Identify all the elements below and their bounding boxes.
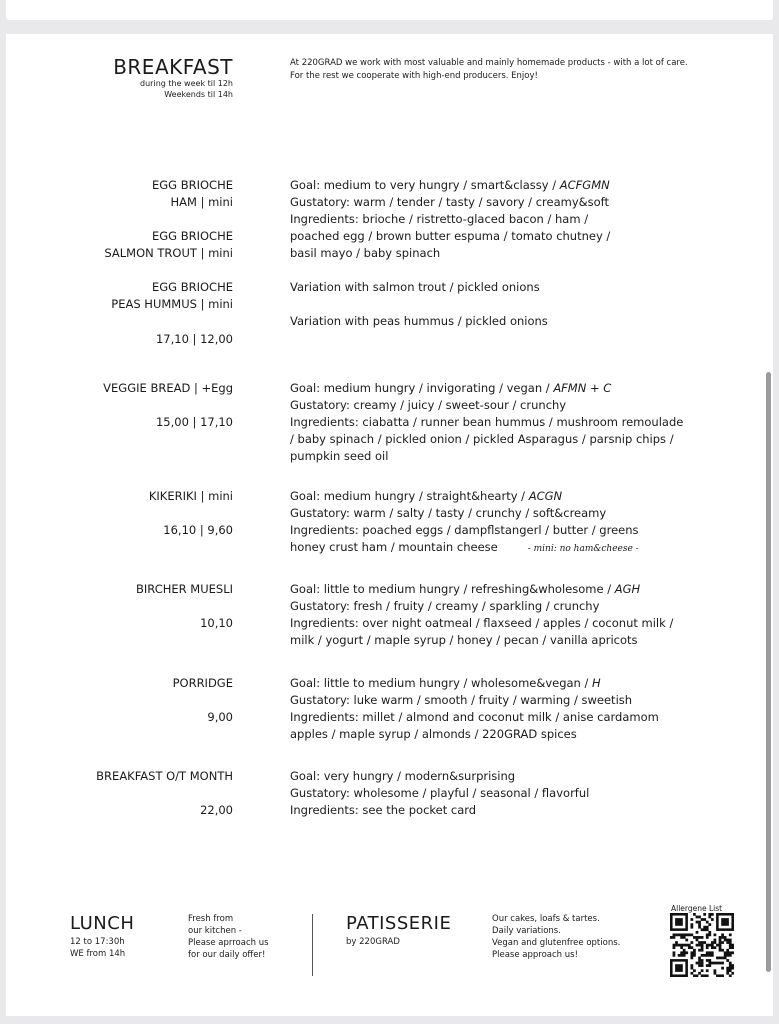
ingredients-line: / baby spinach / pickled onion / pickled Asparagus / parsnip chips / <box>290 432 674 446</box>
variation-line: Variation with peas hummus / pickled onions <box>290 314 548 328</box>
patisserie-text-line: Daily variations. <box>492 926 561 936</box>
lunch-hours-line: 12 to 17:30h <box>70 937 125 947</box>
lunch-text-line: for our daily offer! <box>188 950 266 960</box>
item-desc-muesli <box>290 581 730 649</box>
intro-text <box>290 57 730 83</box>
item-name-month <box>96 768 233 785</box>
patisserie-text-line: Vegan and glutenfree options. <box>492 938 621 948</box>
item-desc-month <box>290 768 730 819</box>
item-name-muesli <box>136 581 233 598</box>
lunch-title: LUNCH <box>70 913 135 934</box>
breakfast-title: BREAKFAST <box>113 55 233 79</box>
footer-divider <box>312 914 313 976</box>
gustatory-line: Gustatory: fresh / fruity / creamy / sparkling / crunchy <box>290 599 600 613</box>
goal-text: Goal: little to medium hungry / wholesome&vegan / <box>290 676 593 690</box>
item-desc-veggie <box>290 380 730 465</box>
item-name-line: HAM | mini <box>170 195 233 209</box>
allergene-list-label: Allergene List <box>671 904 723 913</box>
item-name-line: BIRCHER MUESLI <box>136 582 233 596</box>
ingredients-line: Ingredients: poached eggs / dampflstangerl / butter / greens <box>290 523 639 537</box>
ingredients-line: apples / maple syrup / almonds / 220GRAD spices <box>290 727 577 741</box>
item-name-line: BREAKFAST O/T MONTH <box>96 769 233 783</box>
lunch-text-line: Please aprroach us <box>188 938 269 948</box>
item-name-line: EGG BRIOCHE <box>151 178 233 192</box>
gustatory-line: Gustatory: luke warm / smooth / fruity / warming / sweetish <box>290 693 633 707</box>
item-desc-brioche <box>290 177 730 330</box>
item-name-line: PEAS HUMMUS | mini <box>111 297 233 311</box>
qr-code-icon[interactable] <box>670 913 734 981</box>
goal-text: Goal: medium hungry / invigorating / vegan / <box>290 381 554 395</box>
goal-line <box>290 380 730 397</box>
ingredients-text: honey crust ham / mountain cheese <box>290 540 498 554</box>
ingredients-line: Ingredients: over night oatmeal / flaxseed / apples / coconut milk / <box>290 616 674 630</box>
goal-line: Goal: very hungry / modern&surprising <box>290 769 516 783</box>
ingredients-line: Ingredients: see the pocket card <box>290 803 477 817</box>
item-name-porridge <box>173 675 233 692</box>
lunch-hours <box>70 936 125 960</box>
breakfast-header <box>113 56 233 100</box>
goal-line <box>290 581 730 598</box>
item-name-line: PORRIDGE <box>172 676 233 690</box>
ingredients-line: Ingredients: millet / almond and coconut milk / anise cardamom <box>290 710 659 724</box>
intro-line: At 220GRAD we work with most valuable and mainly homemade products - with a lot of care. <box>290 58 688 68</box>
allergen-codes: AGH <box>614 582 641 596</box>
mini-note: - mini: no ham&cheese - <box>527 544 639 554</box>
goal-line <box>290 675 730 692</box>
qr-code-graphic <box>670 913 734 977</box>
patisserie-text <box>492 913 620 961</box>
lunch-hours-line: WE from 14h <box>70 949 126 959</box>
goal-line <box>290 177 730 194</box>
ingredients-line: Ingredients: ciabatta / runner bean hummus / mushroom remoulade <box>290 415 684 429</box>
item-price-month: 22,00 <box>200 803 233 817</box>
allergen-codes: ACFGMN <box>559 178 610 192</box>
weekend-hours: Weekends til 14h <box>164 90 233 99</box>
patisserie-title: PATISSERIE <box>346 913 452 934</box>
item-desc-kikeriki <box>290 488 730 558</box>
allergen-codes: ACGN <box>528 489 563 503</box>
item-desc-porridge <box>290 675 730 743</box>
goal-line <box>290 488 730 505</box>
goal-text: Goal: medium hungry / straight&hearty / <box>290 489 529 503</box>
item-price-kikeriki: 16,10 | 9,60 <box>163 523 233 537</box>
patisserie-text-line: Please approach us! <box>492 950 578 960</box>
intro-line: For the rest we cooperate with high-end producers. Enjoy! <box>290 71 538 81</box>
item-name-veggie <box>103 380 233 397</box>
gustatory-line: Gustatory: warm / tender / tasty / savory / creamy&soft <box>290 195 609 209</box>
ingredients-line: milk / yogurt / maple syrup / honey / pecan / vanilla apricots <box>290 633 638 647</box>
allergen-codes: AFMN + C <box>553 381 612 395</box>
previous-page-edge <box>6 0 773 20</box>
item-price-porridge: 9,00 <box>207 710 233 724</box>
item-name-line: EGG BRIOCHE <box>151 280 233 294</box>
item-name-line: EGG BRIOCHE <box>151 229 233 243</box>
item-name-line: SALMON TROUT | mini <box>104 246 233 260</box>
ingredients-line: poached egg / brown butter espuma / tomato chutney / <box>290 229 611 243</box>
weekday-hours: during the week til 12h <box>140 79 233 88</box>
ingredients-line: basil mayo / baby spinach <box>290 246 441 260</box>
item-price-brioche: 17,10 | 12,00 <box>155 332 233 346</box>
ingredients-line: Ingredients: brioche / ristretto-glaced bacon / ham / <box>290 212 589 226</box>
ingredients-line: pumpkin seed oil <box>290 449 389 463</box>
patisserie-text-line: Our cakes, loafs & tartes. <box>492 914 600 924</box>
gustatory-line: Gustatory: wholesome / playful / seasonal / flavorful <box>290 786 590 800</box>
item-price-muesli: 10,10 <box>200 616 233 630</box>
patisserie-by: by 220GRAD <box>346 937 400 947</box>
item-name-brioche <box>104 177 233 313</box>
goal-text: Goal: medium to very hungry / smart&classy / <box>290 178 560 192</box>
gustatory-line: Gustatory: creamy / juicy / sweet-sour / crunchy <box>290 398 567 412</box>
goal-text: Goal: little to medium hungry / refreshing&wholesome / <box>290 582 615 596</box>
lunch-text <box>188 913 269 961</box>
gustatory-line: Gustatory: warm / salty / tasty / crunchy / soft&creamy <box>290 506 607 520</box>
item-price-veggie: 15,00 | 17,10 <box>155 415 233 429</box>
variation-line: Variation with salmon trout / pickled onions <box>290 280 540 294</box>
scrollbar[interactable] <box>766 372 771 972</box>
allergen-codes: H <box>592 676 601 690</box>
ingredients-line <box>290 539 730 558</box>
lunch-text-line: Fresh from <box>188 914 234 924</box>
item-name-kikeriki <box>149 488 233 505</box>
item-name-line: VEGGIE BREAD | +Egg <box>103 381 233 395</box>
lunch-text-line: our kitchen - <box>188 926 242 936</box>
item-name-line: KIKERIKI | mini <box>148 489 233 503</box>
